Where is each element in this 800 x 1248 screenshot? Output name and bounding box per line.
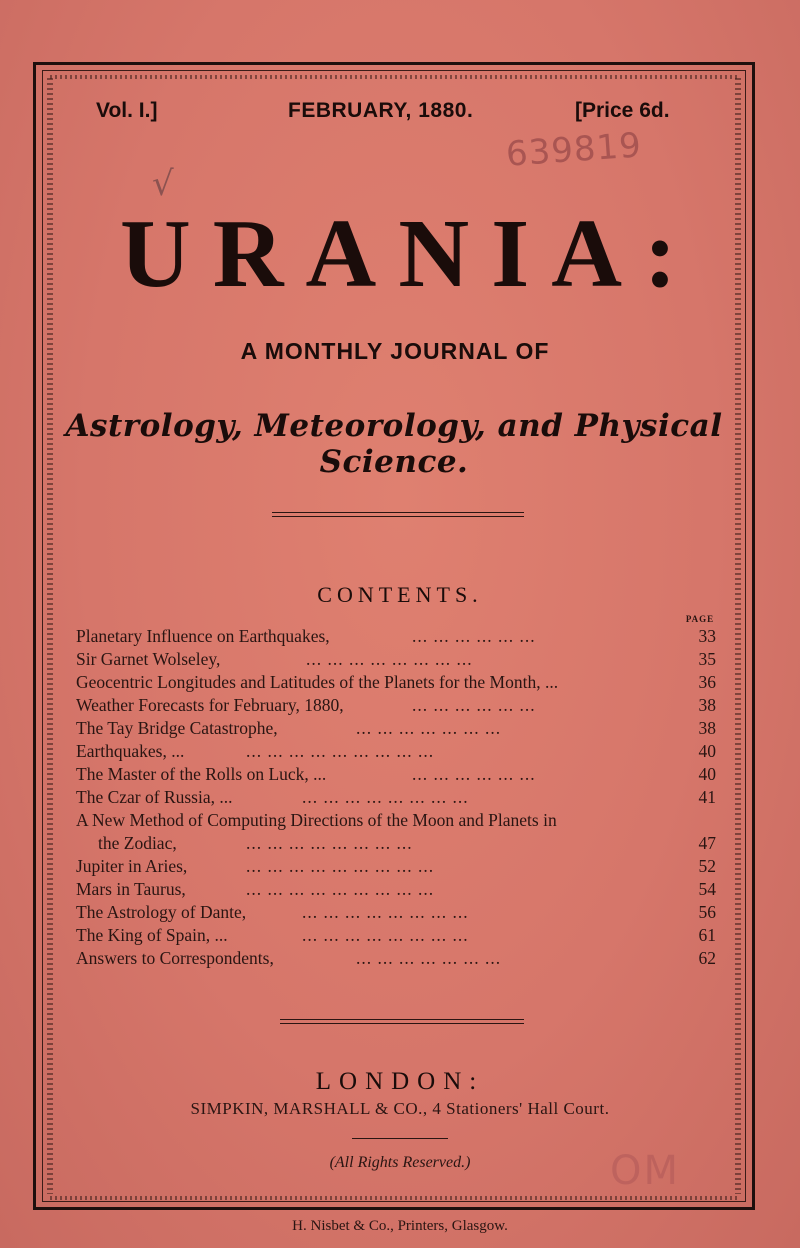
divider-rule-1 — [272, 512, 524, 513]
toc-entry — [76, 833, 716, 856]
toc-leader: ... ... ... ... ... ... ... ... ... — [246, 856, 435, 876]
toc-title: Geocentric Longitudes and Latitudes of the Planets for the Month, ... — [76, 672, 559, 692]
toc-entry — [76, 948, 716, 971]
toc-entry — [76, 856, 716, 879]
toc-title: Mars in Taurus, — [76, 879, 186, 899]
toc-entry — [76, 626, 716, 649]
toc-page: 38 — [698, 718, 716, 738]
toc-title: Sir Garnet Wolseley, — [76, 649, 221, 669]
toc-title: The King of Spain, ... — [76, 925, 228, 945]
toc-title: Weather Forecasts for February, 1880, — [76, 695, 344, 715]
divider-rule-2 — [280, 1019, 524, 1020]
toc-entry — [76, 764, 716, 787]
decorative-border-right — [735, 78, 741, 1194]
toc-leader: ... ... ... ... ... ... ... — [356, 718, 502, 738]
toc-title: The Tay Bridge Catastrophe, — [76, 718, 278, 738]
toc-leader: ... ... ... ... ... ... ... ... — [306, 649, 473, 669]
toc-page: 61 — [698, 925, 716, 945]
toc-page: 56 — [698, 902, 716, 922]
toc-entry — [76, 925, 716, 948]
toc-page: 52 — [698, 856, 716, 876]
toc-page: 40 — [698, 764, 716, 784]
volume-label: Vol. I.] — [96, 99, 158, 122]
price-label: [Price 6d. — [575, 99, 670, 122]
toc-page: 41 — [698, 787, 716, 807]
toc-leader: ... ... ... ... ... ... ... ... — [302, 925, 469, 945]
divider-rule-2b — [280, 1023, 524, 1024]
divider-rule-3 — [352, 1138, 448, 1139]
imprint-city: LONDON: — [315, 1068, 485, 1095]
toc-leader: ... ... ... ... ... ... — [412, 695, 536, 715]
journal-subject: Astrology, Meteorology, and Physical Science. — [65, 408, 723, 480]
library-stamp: OM — [610, 1148, 680, 1194]
toc-title: The Astrology of Dante, — [76, 902, 247, 922]
contents-heading: CONTENTS. — [317, 582, 483, 607]
rights-notice: (All Rights Reserved.) — [329, 1154, 471, 1171]
journal-subtitle: A MONTHLY JOURNAL OF — [240, 338, 550, 364]
toc-page: 62 — [698, 948, 716, 968]
toc-page: 47 — [698, 833, 716, 853]
toc-leader: ... ... ... ... ... ... — [412, 626, 536, 646]
toc-title: The Czar of Russia, ... — [76, 787, 233, 807]
journal-title: URANIA: — [120, 200, 699, 308]
toc-page: 38 — [698, 695, 716, 715]
decorative-border-bottom — [50, 1196, 738, 1200]
toc-entry — [76, 902, 716, 925]
toc-title: Answers to Correspondents, — [76, 948, 274, 968]
toc-title: the Zodiac, — [98, 833, 177, 853]
divider-rule-1b — [272, 516, 524, 517]
printer-credit: H. Nisbet & Co., Printers, Glasgow. — [292, 1218, 508, 1234]
toc-entry — [76, 649, 716, 672]
toc-entry — [76, 787, 716, 810]
toc-entry — [76, 810, 716, 833]
toc-leader: ... ... ... ... ... ... ... ... — [302, 902, 469, 922]
toc-leader: ... ... ... ... ... ... ... ... — [246, 833, 413, 853]
toc-page: 54 — [698, 879, 716, 899]
decorative-border-top — [50, 75, 738, 79]
toc-title: Earthquakes, ... — [76, 741, 185, 761]
imprint-publisher: SIMPKIN, MARSHALL & CO., 4 Stationers' Hall Court. — [190, 1099, 610, 1118]
toc-leader: ... ... ... ... ... ... ... ... ... — [246, 741, 435, 761]
toc-leader: ... ... ... ... ... ... — [412, 764, 536, 784]
toc-leader: ... ... ... ... ... ... ... ... — [302, 787, 469, 807]
page-column-label: PAGE — [685, 614, 715, 624]
toc-title: The Master of the Rolls on Luck, ... — [76, 764, 327, 784]
toc-page: 35 — [698, 649, 716, 669]
toc-entry — [76, 718, 716, 741]
check-mark: √ — [152, 164, 174, 204]
toc-entry — [76, 695, 716, 718]
toc-entry — [76, 879, 716, 902]
accession-number-stamp: 639819 — [504, 125, 644, 175]
toc-title: Planetary Influence on Earthquakes, — [76, 626, 330, 646]
toc-title: Jupiter in Aries, — [76, 856, 188, 876]
toc-page: 33 — [698, 626, 716, 646]
decorative-border-left — [47, 78, 53, 1194]
toc-title: A New Method of Computing Directions of the Moon and Planets in — [76, 810, 557, 830]
toc-entry — [76, 672, 716, 695]
toc-entry — [76, 741, 716, 764]
toc-page: 40 — [698, 741, 716, 761]
issue-date: FEBRUARY, 1880. — [288, 99, 474, 122]
toc-leader: ... ... ... ... ... ... ... — [356, 948, 502, 968]
toc-page: 36 — [698, 672, 716, 692]
toc-leader: ... ... ... ... ... ... ... ... ... — [246, 879, 435, 899]
